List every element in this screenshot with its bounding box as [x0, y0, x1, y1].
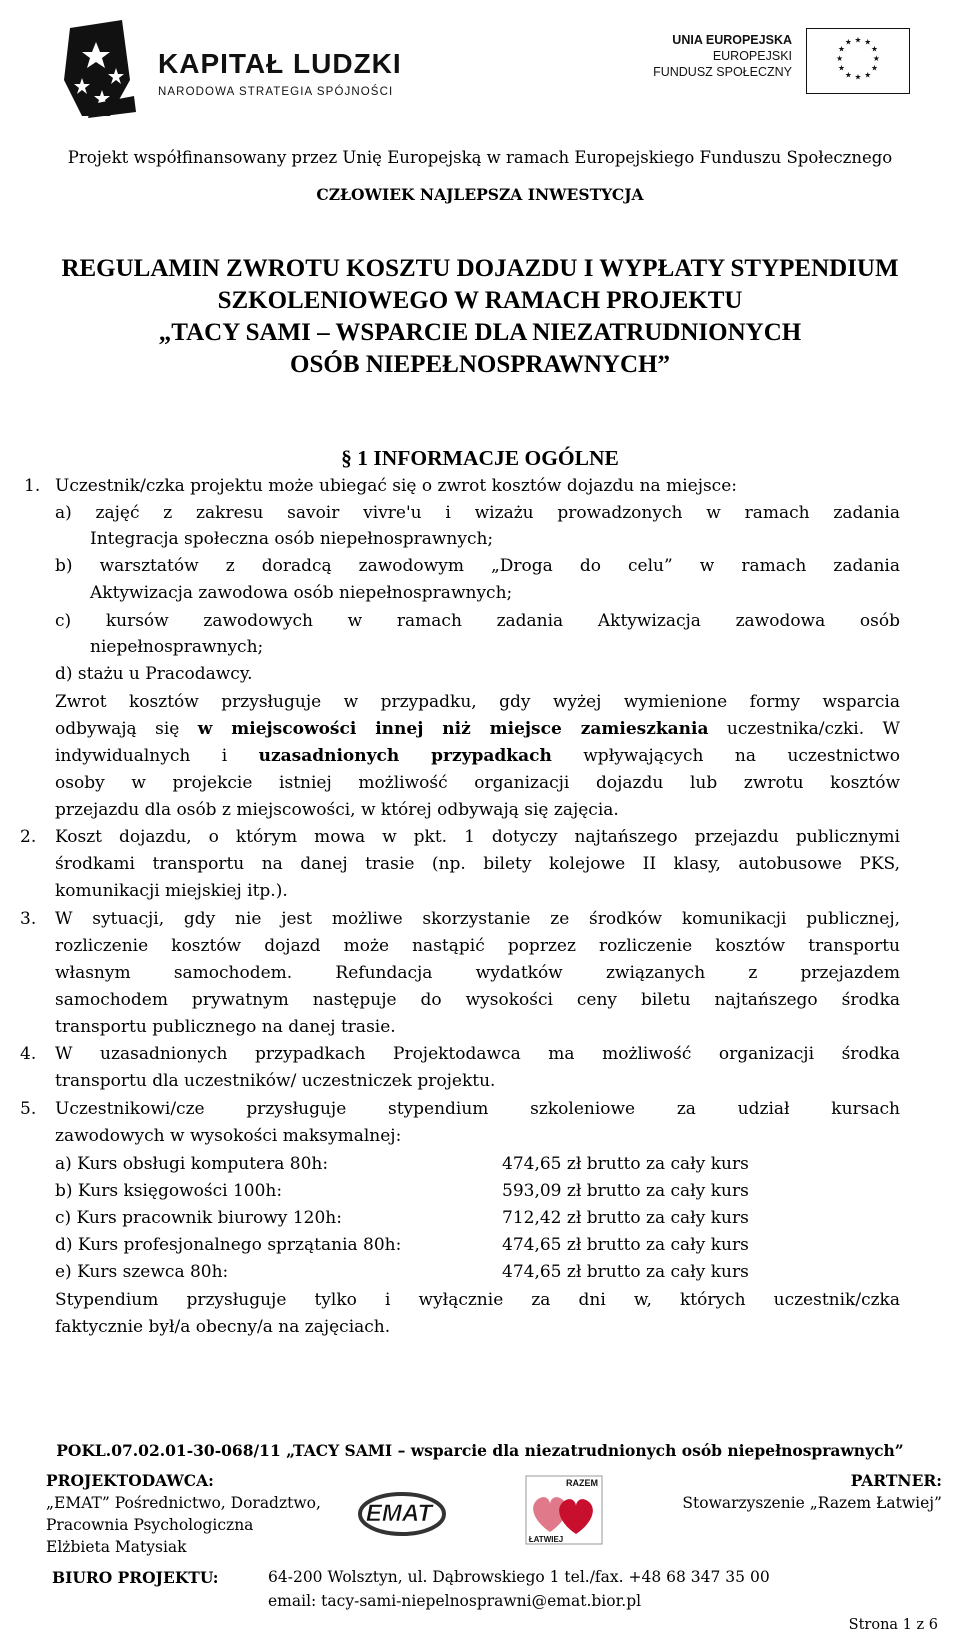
paragraph-3-line-5: transportu publicznego na danej trasie. — [55, 1017, 396, 1037]
title-line-4: OSÓB NIEPEŁNOSPRAWNYCH” — [290, 351, 670, 378]
project-code-footer: POKL.07.02.01-30-068/11 „TACY SAMI – wsparcie dla niezatrudnionych osób niepełnosprawnych” — [56, 1441, 904, 1460]
svg-text:★: ★ — [844, 37, 852, 47]
svg-text:★: ★ — [844, 70, 852, 80]
paragraph-3-line-4: samochodem prywatnym następuje do wysokości ceny biletu najtańszego środka — [55, 990, 900, 1010]
course-name: d) Kurs profesjonalnego sprzątania 80h: — [55, 1235, 402, 1255]
item-b-line-2: Aktywizacja zawodowa osób niepełnosprawnych; — [90, 583, 513, 603]
paragraph-3-line-1: W sytuacji, gdy nie jest możliwe skorzystanie ze środków komunikacji publicznej, — [55, 909, 900, 929]
eu-line-1: UNIA EUROPEJSKA — [672, 33, 792, 47]
svg-text:★: ★ — [872, 54, 880, 63]
refund-line-3 — [55, 743, 900, 769]
biuro-address: 64-200 Wolsztyn, ul. Dąbrowskiego 1 tel./fax. +48 68 347 35 00 — [268, 1568, 770, 1586]
emat-logo-text: EMAT — [365, 1500, 433, 1527]
partner-label: PARTNER: — [850, 1471, 942, 1490]
paragraph-number: 5. — [20, 1099, 37, 1119]
document-title — [0, 253, 960, 381]
title-line-1: REGULAMIN ZWROTU KOSZTU DOJAZDU I WYPŁATY STYPENDIUM — [61, 255, 899, 282]
paragraph-4-line-1: W uzasadnionych przypadkach Projektodawca ma możliwość organizacji środka — [55, 1044, 900, 1064]
kapital-ludzki-subtitle: NARODOWA STRATEGIA SPÓJNOŚCI — [158, 86, 394, 98]
svg-text:★: ★ — [838, 44, 845, 54]
kapital-ludzki-title: KAPITAŁ LUDZKI — [158, 48, 402, 79]
page-number: Strona 1 z 6 — [848, 1617, 938, 1633]
refund-line-2 — [55, 716, 900, 742]
course-name: e) Kurs szewca 80h: — [55, 1262, 229, 1282]
kapital-ludzki-emblem-icon — [62, 20, 137, 120]
razem-logo-bottom-text: ŁATWIEJ — [528, 1535, 564, 1544]
course-name: a) Kurs obsługi komputera 80h: — [55, 1154, 329, 1174]
razem-latwiej-logo — [522, 1474, 606, 1546]
razem-logo-top-text: RAZEM — [566, 1478, 598, 1488]
cofinancing-statement: Projekt współfinansowany przez Unię Europejską w ramach Europejskiego Funduszu Społecznego — [67, 148, 893, 167]
item-a-line-1: a) zajęć z zakresu savoir vivre'u i wizażu prowadzonych w ramach zadania — [55, 503, 900, 523]
projektodawca-block — [46, 1470, 321, 1558]
paragraph-3-line-3: własnym samochodem. Refundacja wydatków związanych z przejazdem — [55, 963, 900, 983]
course-amount: 712,42 zł brutto za cały kurs — [502, 1208, 749, 1228]
stipend-note-line-1: Stypendium przysługuje tylko i wyłącznie za dni w, których uczestnik/czka — [55, 1290, 900, 1310]
paragraph-5-line-2: zawodowych w wysokości maksymalnej: — [55, 1126, 402, 1146]
course-amount: 474,65 zł brutto za cały kurs — [502, 1235, 749, 1255]
refund-line-4: osoby w projekcie istniej możliwość organizacji dojazdu lub zwrotu kosztów — [55, 773, 900, 793]
paragraph-2-line-2: środkami transportu na danej trasie (np. bilety kolejowe II klasy, autobusowe PKS, — [55, 854, 900, 874]
refund-line-3c: wpływających na uczestnictwo — [551, 746, 900, 766]
paragraph-2-line-3: komunikacji miejskiej itp.). — [55, 881, 288, 901]
projektodawca-label: PROJEKTODAWCA: — [46, 1471, 214, 1490]
paragraph-number: 4. — [20, 1044, 37, 1064]
item-d-line: d) stażu u Pracodawcy. — [55, 664, 253, 684]
projektodawca-line-2: Pracownia Psychologiczna — [46, 1516, 254, 1534]
svg-text:★: ★ — [836, 54, 844, 63]
paragraph-number: 1. — [24, 476, 41, 496]
projektodawca-line-1: „EMAT” Pośrednictwo, Doradztwo, — [46, 1494, 321, 1512]
paragraph-1-lead: Uczestnik/czka projektu może ubiegać się o zwrot kosztów dojazdu na miejsce: — [55, 476, 737, 496]
paragraph-number: 2. — [20, 827, 37, 847]
item-c-line-2: niepełnosprawnych; — [90, 637, 264, 657]
kapital-ludzki-logo — [62, 20, 402, 120]
title-line-3: „TACY SAMI – WSPARCIE DLA NIEZATRUDNIONYCH — [158, 319, 802, 346]
biuro-email: email: tacy-sami-niepelnosprawni@emat.bior.pl — [268, 1592, 642, 1610]
projektodawca-line-3: Elżbieta Matysiak — [46, 1538, 187, 1556]
svg-text:★: ★ — [838, 63, 845, 73]
svg-text:★: ★ — [871, 44, 878, 54]
svg-text:★: ★ — [854, 72, 862, 82]
svg-text:★: ★ — [871, 63, 878, 73]
motto: CZŁOWIEK NAJLEPSZA INWESTYCJA — [316, 185, 644, 204]
section-heading: § 1 INFORMACJE OGÓLNE — [341, 446, 619, 470]
eu-line-2: EUROPEJSKI — [712, 49, 792, 63]
refund-line-5: przejazdu dla osób z miejscowości, w której odbywają się zajęcia. — [55, 800, 619, 820]
course-name: b) Kurs księgowości 100h: — [55, 1181, 283, 1201]
paragraph-4-line-2: transportu dla uczestników/ uczestniczek projektu. — [55, 1071, 496, 1091]
svg-text:★: ★ — [854, 35, 862, 45]
paragraph-2-line-1: Koszt dojazdu, o którym mowa w pkt. 1 dotyczy najtańszego przejazdu publicznymi — [55, 827, 900, 847]
course-amount: 474,65 zł brutto za cały kurs — [502, 1154, 749, 1174]
paragraph-number: 3. — [20, 909, 37, 929]
item-a-line-2: Integracja społeczna osób niepełnosprawnych; — [90, 529, 494, 549]
refund-emphasis-location: w miejscowości innej niż miejsce zamieszkania — [197, 719, 709, 739]
course-name: c) Kurs pracownik biurowy 120h: — [55, 1208, 342, 1228]
refund-line-3a: indywidualnych i — [55, 746, 259, 766]
emat-logo — [350, 1484, 448, 1540]
biuro-label: BIURO PROJEKTU: — [52, 1568, 219, 1587]
course-amount: 474,65 zł brutto za cały kurs — [502, 1262, 749, 1282]
svg-text:★: ★ — [864, 37, 872, 47]
paragraph-5-line-1: Uczestnikowi/cze przysługuje stypendium szkoleniowe za udział kursach — [55, 1099, 900, 1119]
eu-line-3: FUNDUSZ SPOŁECZNY — [653, 65, 792, 79]
item-c-line-1: c) kursów zawodowych w ramach zadania Aktywizacja zawodowa osób — [55, 611, 900, 631]
partner-name: Stowarzyszenie „Razem Łatwiej” — [682, 1494, 942, 1512]
paragraph-3-line-2: rozliczenie kosztów dojazd może nastąpić poprzez rozliczenie kosztów transportu — [55, 936, 900, 956]
refund-line-2c: uczestnika/czki. W — [708, 719, 900, 739]
refund-line-1: Zwrot kosztów przysługuje w przypadku, gdy wyżej wymienione formy wsparcia — [55, 692, 900, 712]
partner-block — [682, 1470, 942, 1514]
refund-line-2a: odbywają się — [55, 719, 198, 739]
refund-emphasis-justified: uzasadnionych przypadkach — [258, 746, 552, 766]
course-amount: 593,09 zł brutto za cały kurs — [502, 1181, 749, 1201]
stipend-note-line-2: faktycznie był/a obecny/a na zajęciach. — [55, 1317, 391, 1337]
eu-flag-icon — [806, 28, 910, 94]
svg-text:★: ★ — [864, 70, 872, 80]
eu-logo — [638, 28, 910, 94]
title-line-2: SZKOLENIOWEGO W RAMACH PROJEKTU — [217, 287, 743, 314]
eu-logo-text — [653, 32, 792, 80]
item-b-line-1: b) warsztatów z doradcą zawodowym „Droga do celu” w ramach zadania — [55, 556, 900, 576]
